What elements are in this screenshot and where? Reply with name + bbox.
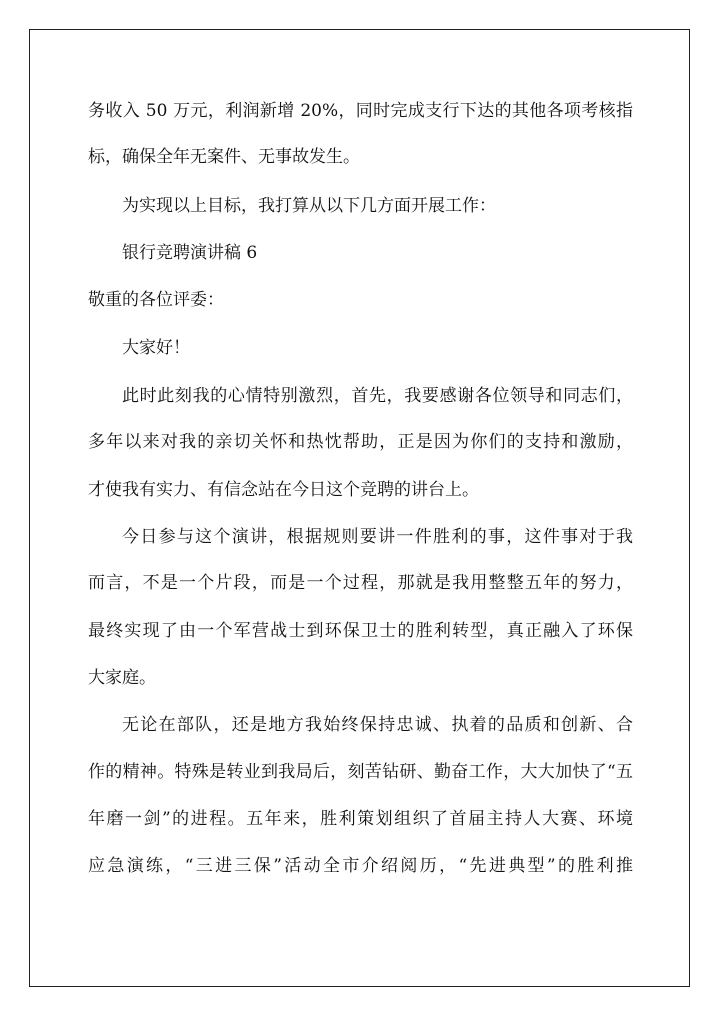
text-line-8: 多年以来对我的亲切关怀和热忱帮助，正是因为你们的支持和激励， bbox=[88, 432, 633, 452]
text-line-17: 应急演练，“三进三保”活动全市介绍阅历，“先进典型”的胜利推 bbox=[88, 856, 633, 876]
text-line-11: 而言，不是一个片段，而是一个过程，那就是我用整整五年的努力， bbox=[88, 573, 633, 593]
text-line-2: 标，确保全年无案件、无事故发生。 bbox=[88, 147, 360, 167]
text-line-15: 作的精神。特殊是转业到我局后，刻苦钻研、勤奋工作，大大加快了“五 bbox=[88, 762, 633, 782]
section-heading: 银行竞聘演讲稿 6 bbox=[122, 243, 258, 263]
text-line-14: 无论在部队，还是地方我始终保持忠诚、执着的品质和创新、合 bbox=[122, 715, 633, 735]
text-line-3: 为实现以上目标，我打算从以下几方面开展工作： bbox=[122, 196, 496, 216]
text-line-16: 年磨一剑”的进程。五年来，胜利策划组织了首届主持人大赛、环境 bbox=[88, 809, 633, 829]
text-line-13: 大家庭。 bbox=[88, 668, 156, 688]
text-line-1: 务收入 50 万元，利润新增 20%，同时完成支行下达的其他各项考核指 bbox=[88, 101, 633, 121]
text-line-12: 最终实现了由一个军营战士到环保卫士的胜利转型，真正融入了环保 bbox=[88, 621, 633, 641]
text-line-9: 才使我有实力、有信念站在今日这个竞聘的讲台上。 bbox=[88, 480, 479, 500]
page-border bbox=[29, 29, 690, 987]
text-line-7: 此时此刻我的心情特别激烈，首先，我要感谢各位领导和同志们， bbox=[122, 386, 633, 406]
salutation: 敬重的各位评委： bbox=[88, 290, 224, 310]
text-line-10: 今日参与这个演讲，根据规则要讲一件胜利的事，这件事对于我 bbox=[122, 527, 633, 547]
greeting: 大家好！ bbox=[122, 338, 190, 358]
